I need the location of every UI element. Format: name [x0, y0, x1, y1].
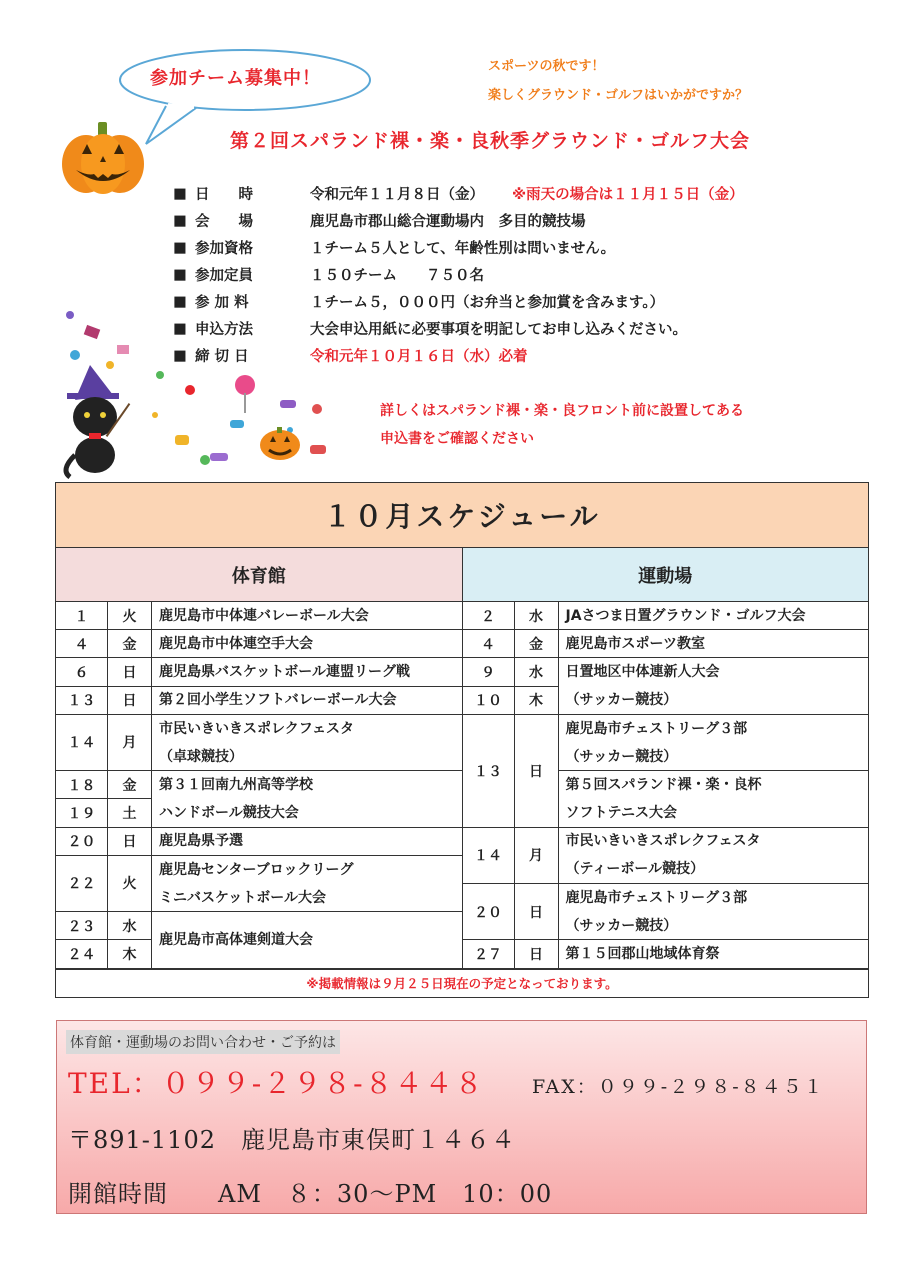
- field-grid: [463, 602, 869, 969]
- weekday-cell: 金: [515, 630, 559, 658]
- date-cell: ２: [463, 602, 515, 630]
- date-cell: ２４: [56, 940, 108, 968]
- info-row: [173, 261, 744, 288]
- event-line: 鹿児島県バスケットボール連盟リーグ戦: [159, 663, 411, 680]
- info-value: １チーム５，０００円（お弁当と参加賞を含みます。）: [310, 295, 665, 311]
- event-cell: [559, 602, 869, 630]
- gym-column: [56, 548, 463, 969]
- event-line: ハンドボール競技大会: [159, 804, 299, 821]
- event-line: 鹿児島市中体連バレーボール大会: [159, 607, 369, 624]
- info-row: [173, 207, 744, 234]
- event-cell: [559, 658, 869, 714]
- date-cell: １９: [56, 799, 108, 827]
- event-cell: [559, 828, 869, 884]
- gym-title: 体育館: [56, 548, 462, 602]
- weekday-cell: 水: [108, 912, 152, 940]
- event-title: 第２回スパランド裸・楽・良秋季グラウンド・ゴルフ大会: [230, 130, 751, 152]
- weekday-cell: 土: [108, 799, 152, 827]
- date-cell: ２２: [56, 856, 108, 912]
- detail-line-1: 詳しくはスパランド裸・楽・良フロント前に設置してある: [380, 403, 744, 419]
- schedule-title: １０月スケジュール: [56, 483, 868, 548]
- date-cell: １４: [463, 828, 515, 884]
- autumn-line-1: スポーツの秋です！: [488, 59, 605, 74]
- weekday-cell: 日: [108, 658, 152, 686]
- event-cell: [152, 715, 462, 771]
- info-label: 締 切 日: [195, 349, 249, 365]
- detail-line-2: 申込書をご確認ください: [380, 431, 534, 447]
- weekday-cell: 金: [108, 771, 152, 799]
- info-label: 参 加 料: [195, 295, 249, 311]
- info-value: １チーム５人として、年齢性別は問いません。: [310, 241, 616, 257]
- event-cell: [152, 602, 462, 630]
- bullet-icon: ■: [173, 212, 187, 229]
- weekday-cell: 木: [515, 687, 559, 715]
- info-value: １５０チーム ７５０名: [310, 268, 484, 284]
- info-value: 大会申込用紙に必要事項を明記してお申し込みください。: [310, 322, 687, 338]
- event-cell: [559, 884, 869, 940]
- date-cell: ２７: [463, 940, 515, 968]
- weekday-cell: 日: [108, 687, 152, 715]
- autumn-line-2: 楽しくグラウンド・ゴルフはいかがですか？: [488, 88, 749, 103]
- info-row: [173, 180, 744, 207]
- info-label: 会 場: [195, 214, 253, 230]
- date-cell: ４: [463, 630, 515, 658]
- date-cell: １４: [56, 715, 108, 771]
- date-cell: １３: [56, 687, 108, 715]
- gym-grid: [56, 602, 462, 969]
- event-line: （サッカー競技）: [565, 748, 678, 765]
- event-line: （サッカー競技）: [565, 917, 678, 934]
- opening-hours: 開館時間 AM ８：30～PM 10：00: [68, 1180, 553, 1208]
- date-cell: ２０: [56, 828, 108, 856]
- bullet-icon: ■: [173, 266, 187, 283]
- event-line: 鹿児島市スポーツ教室: [565, 635, 705, 652]
- fax-number: FAX：０９９-２９８-８４５１: [532, 1076, 825, 1098]
- weekday-cell: 水: [515, 658, 559, 686]
- event-cell: [152, 912, 462, 968]
- weekday-cell: 日: [515, 715, 559, 828]
- info-label: 申込方法: [195, 322, 253, 338]
- bullet-icon: ■: [173, 185, 187, 202]
- weekday-cell: 月: [108, 715, 152, 771]
- witch-cat-icon: [55, 305, 355, 480]
- event-line: 鹿児島県予選: [159, 833, 243, 850]
- date-cell: ２０: [463, 884, 515, 940]
- info-value: 令和元年１１月８日（金）: [310, 187, 484, 203]
- info-row: [173, 234, 744, 261]
- schedule-note: ※掲載情報は９月２５日現在の予定となっております。: [56, 969, 868, 997]
- weekday-cell: 金: [108, 630, 152, 658]
- pumpkin-icon: [58, 120, 148, 195]
- date-cell: ２３: [56, 912, 108, 940]
- event-line: 鹿児島市高体連剣道大会: [159, 931, 313, 948]
- event-cell: [152, 771, 462, 827]
- info-value: 令和元年１０月１６日（水）必着: [310, 349, 528, 365]
- date-cell: ９: [463, 658, 515, 686]
- event-line: 鹿児島市チェストリーグ３部: [565, 889, 748, 906]
- field-title: 運動場: [463, 548, 869, 602]
- event-line: 鹿児島市チェストリーグ３部: [565, 720, 748, 737]
- bullet-icon: ■: [173, 293, 187, 310]
- bubble-text: 参加チーム募集中！: [150, 68, 321, 89]
- event-line: 市民いきいきスポレクフェスタ: [565, 833, 761, 850]
- info-value: 鹿児島市郡山総合運動場内 多目的競技場: [310, 214, 586, 230]
- weekday-cell: 日: [108, 828, 152, 856]
- event-line: ソフトテニス大会: [565, 804, 677, 821]
- bullet-icon: ■: [173, 239, 187, 256]
- event-cell: [152, 856, 462, 912]
- date-cell: １: [56, 602, 108, 630]
- date-cell: １３: [463, 715, 515, 828]
- weekday-cell: 火: [108, 856, 152, 912]
- weekday-cell: 日: [515, 940, 559, 968]
- event-line: （卓球競技）: [159, 748, 243, 765]
- date-cell: ６: [56, 658, 108, 686]
- date-cell: １８: [56, 771, 108, 799]
- weekday-cell: 水: [515, 602, 559, 630]
- weekday-cell: 月: [515, 828, 559, 884]
- event-cell: [559, 715, 869, 771]
- event-line: JAさつま日置グラウンド・ゴルフ大会: [565, 607, 806, 624]
- event-line: 鹿児島センターブロックリーグ: [159, 861, 354, 878]
- tel-number[interactable]: TEL：０９９-２９８-８４４８: [68, 1067, 485, 1100]
- field-column: [463, 548, 869, 969]
- event-cell: [559, 630, 869, 658]
- weekday-cell: 木: [108, 940, 152, 968]
- event-line: 第５回スパランド裸・楽・良杯: [565, 776, 762, 793]
- event-cell: [559, 940, 869, 968]
- event-cell: [152, 630, 462, 658]
- bullet-icon: ■: [173, 320, 187, 337]
- event-cell: [152, 658, 462, 686]
- info-label: 日 時: [195, 187, 253, 203]
- date-cell: １０: [463, 687, 515, 715]
- event-cell: [559, 771, 869, 827]
- bullet-icon: ■: [173, 347, 187, 364]
- address: 〒891-1102 鹿児島市東俣町１４６４: [68, 1126, 516, 1154]
- event-line: ミニバスケットボール大会: [159, 889, 327, 906]
- event-line: 市民いきいきスポレクフェスタ: [159, 720, 355, 737]
- info-label: 参加資格: [195, 241, 253, 257]
- weekday-cell: 火: [108, 602, 152, 630]
- event-cell: [152, 687, 462, 715]
- event-line: 第１５回郡山地域体育祭: [565, 945, 720, 962]
- contact-tag: 体育館・運動場のお問い合わせ・ご予約は: [66, 1030, 340, 1054]
- info-note: ※雨天の場合は１１月１５日（金）: [512, 187, 744, 203]
- event-line: 第２回小学生ソフトバレーボール大会: [159, 692, 397, 709]
- event-line: 日置地区中体連新人大会: [565, 664, 720, 681]
- event-line: 鹿児島市中体連空手大会: [159, 635, 313, 652]
- event-cell: [152, 828, 462, 856]
- weekday-cell: 日: [515, 884, 559, 940]
- event-line: 第３１回南九州高等学校: [159, 776, 313, 793]
- pumpkin-small-icon: [260, 427, 300, 460]
- event-line: （ティーボール競技）: [565, 861, 705, 878]
- date-cell: ４: [56, 630, 108, 658]
- schedule-table: [55, 482, 869, 998]
- info-label: 参加定員: [195, 268, 253, 284]
- event-line: （サッカー競技）: [565, 692, 678, 709]
